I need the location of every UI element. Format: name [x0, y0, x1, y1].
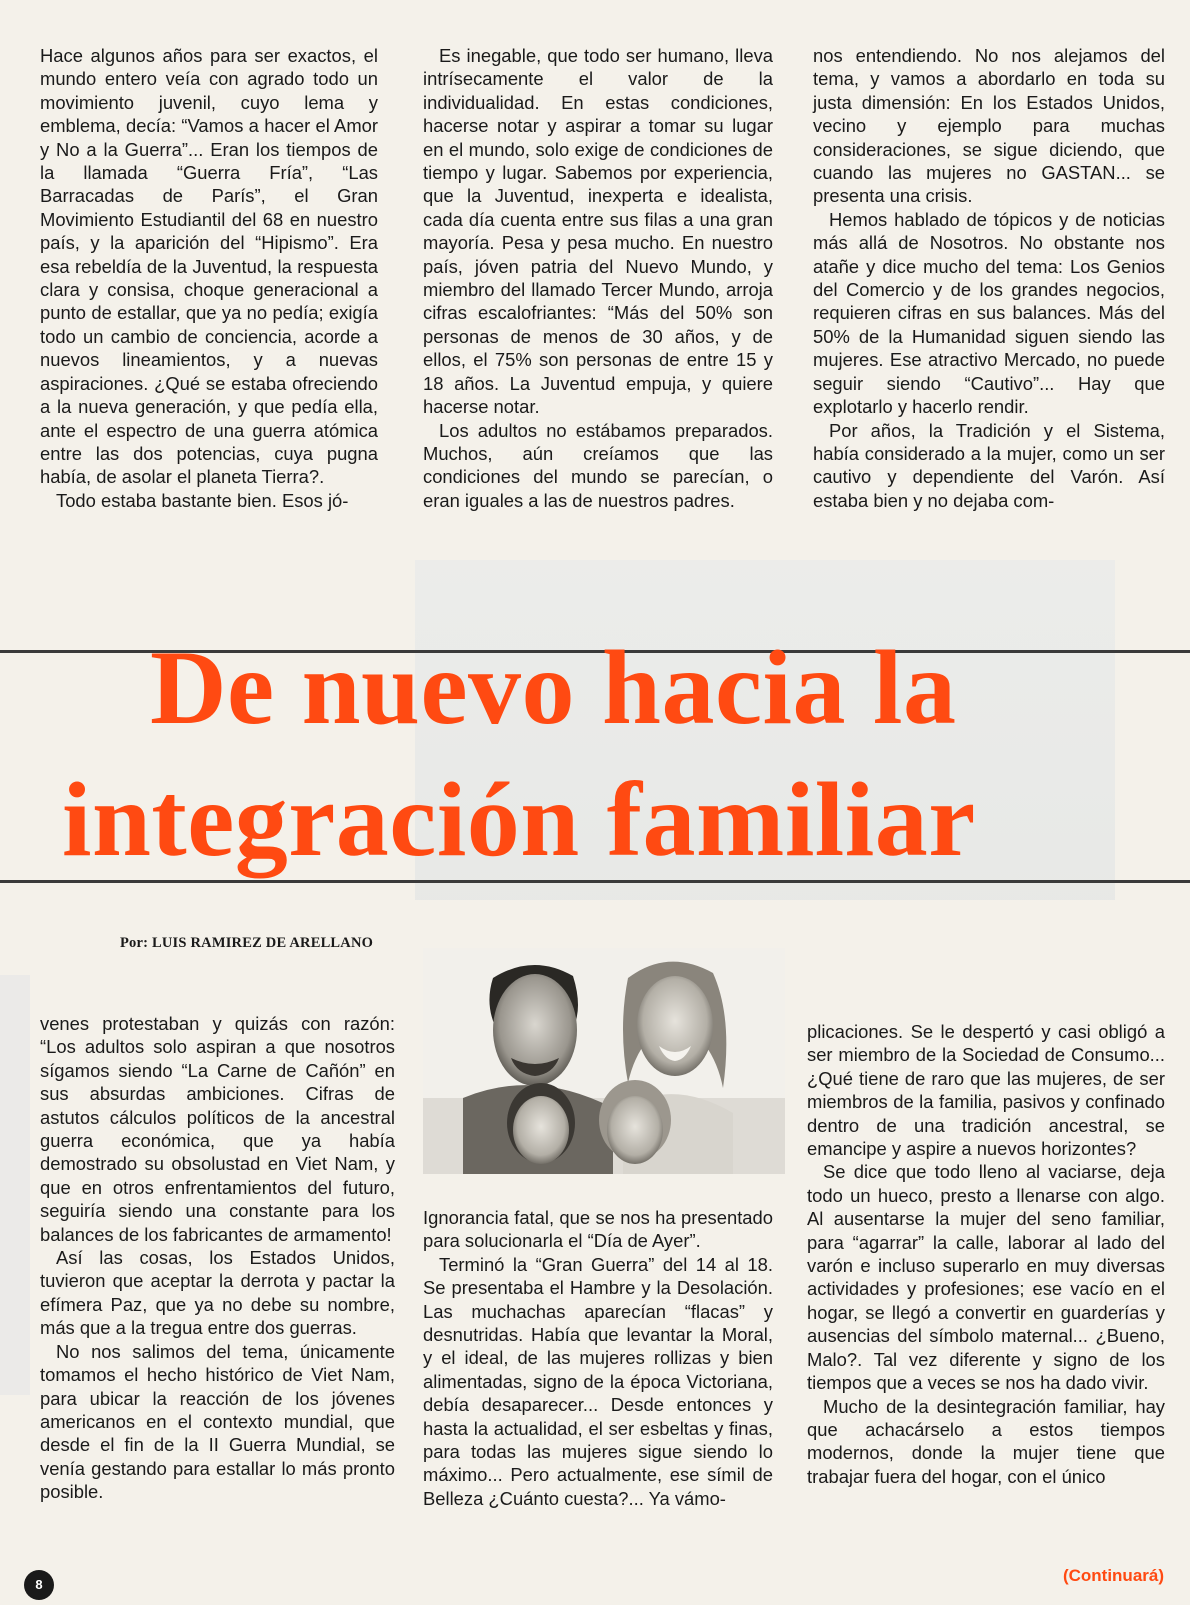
paragraph: Terminó la “Gran Guerra” del 14 al 18. Se presentaba el Hambre y la Desolación. Las muchachas aparecían “flacas” y desnutridas. Había que levantar la Moral, y el ideal, de las mujeres rollizas y bien alimentadas, signo de la época Victoriana, debía desaparecer... Desde entonces y hasta la actualidad, el ser esbeltas y finas, para todas las mujeres sigue siendo lo máximo... Pero actualmente, ese símil de Belleza ¿Cuánto cuesta?... Ya vámo-: [423, 1253, 773, 1509]
continued-label: (Continuará): [1062, 1566, 1164, 1585]
family-photo: [423, 948, 785, 1174]
paragraph: Todo estaba bastante bien. Esos jó-: [56, 489, 349, 511]
paragraph: Hemos hablado de tópicos y de noticias más allá de Nosotros. No obstante nos atañe y dice mucho del tema: Los Genios del Comercio y de los grandes negocios, requieren cifras en sus balances. Más del 50% de la Humanidad siguen siendo las mujeres. Ese atractivo Mercado, no puede seguir siendo “Cautivo”... Hay que explotarlo y hacerlo rendir.: [813, 208, 1165, 418]
article-column-4: [40, 1012, 395, 1504]
article-column-3: [813, 44, 1165, 512]
headline-rule-bottom: [0, 880, 1190, 883]
paragraph: Se dice que todo lleno al vaciarse, deja todo un hueco, presto a llenarse con algo. Al ausentarse la mujer del seno familiar, para “agarrar” la calle, laborar al lado del varón e incluso superarlo en muy diversas actividades y profesiones; ese vacío en el hogar, se llegó a convertir en guarderías y ausencias del símbolo maternal... ¿Bueno, Malo?. Tal vez diferente y signo de los tiempos que a veces se nos ha dado vivir.: [807, 1161, 1165, 1394]
article-column-1: [40, 44, 378, 512]
paragraph: venes protestaban y quizás con razón: “Los adultos solo aspiran a que nosotros sígamos siendo “La Carne de Cañón” en sus absurdas ambiciones. Cifras de astutos cálculos políticos de la ancestral guerra económica, que ya había demostrado su obsolustad en Viet Nam, y que en otros enfrentamientos del futuro, seguiría siendo una constante para los balances de los fabricantes de armamento!: [40, 1013, 395, 1245]
article-column-2: [423, 44, 773, 512]
headline-line-2: integración familiar: [62, 761, 976, 878]
paragraph: Hace algunos años para ser exactos, el mundo entero veía con agrado todo un movimiento juvenil, cuyo lema y emblema, decía: “Vamos a hacer el Amor y No a la Guerra”... Eran los tiempos de la llamada “Guerra Fría”, “Las Barracadas de París”, el Gran Movimiento Estudiantil del 68 en nuestro país, y la aparición del “Hipismo”. Era esa rebeldía de la Juventud, la respuesta clara y consisa, choque generacional a punto de estallar, que ya no pedía; exigía todo un cambio de conciencia, acorde a nuevos lineamientos, y a nuevas aspiraciones. ¿Qué se estaba ofreciendo a la nueva generación, y que pedía ella, ante el espectro de una guerra atómica entre las dos potencias, cuya pugna había, de asolar el planeta Tierra?.: [40, 45, 378, 488]
byline: Por: LUIS RAMIREZ DE ARELLANO: [120, 935, 374, 951]
article-column-5: [423, 1206, 773, 1510]
paragraph: Ignorancia fatal, que se nos ha presentado para solucionarla el “Día de Ayer”.: [423, 1207, 773, 1252]
paragraph: Es inegable, que todo ser humano, lleva intrísecamente el valor de la individualidad. En estas condiciones, hacerse notar y aspirar a tomar su lugar en el mundo, solo exige de condiciones de tiempo y lugar. Sabemos por experiencia, que la Juventud, inexperta e idealista, cada día cuenta entre sus filas a una gran mayoría. Pesa y pesa mucho. En nuestro país, jóven patria del Nuevo Mundo, y miembro del llamado Tercer Mundo, arroja cifras escalofriantes: “Más del 50% son personas de menos de 30 años, y de ellos, el 75% son personas de entre 15 y 18 años. La Juventud empuja, y quiere hacerse notar.: [423, 45, 773, 418]
paragraph: Mucho de la desintegración familiar, hay que achacárselo a estos tiempos modernos, donde la mujer tiene que trabajar fuera del hogar, con el único: [807, 1395, 1165, 1487]
paragraph: No nos salimos del tema, únicamente tomamos el hecho histórico de Viet Nam, para ubicar la reacción de los jóvenes americanos en el contexto mundial, que desde el fin de la II Guerra Mundial, se venía gestando para estallar lo más pronto posible.: [40, 1340, 395, 1503]
paragraph: nos entendiendo. No nos alejamos del tema, y vamos a abordarlo en toda su justa dimensión: En los Estados Unidos, vecino y ejemplo para muchas consideraciones, se sigue diciendo, que cuando las mujeres no GASTAN... se presenta una crisis.: [813, 45, 1165, 207]
headline-line-1: De nuevo hacia la: [150, 629, 957, 746]
family-photo-image: [423, 948, 785, 1174]
paragraph: plicaciones. Se le despertó y casi obligó a ser miembro de la Sociedad de Consumo... ¿Qué tiene de raro que las mujeres, de ser miembros de la familia, pasivos y confinado dentro de una tradición ancestral, se emancipe y aspire a nuevos horizontes?: [807, 1021, 1165, 1160]
article-column-6: [807, 1020, 1165, 1488]
paragraph: Los adultos no estábamos preparados. Muchos, aún creíamos que las condiciones del mundo se parecían, o eran iguales a las de nuestros padres.: [423, 419, 773, 511]
paragraph: Por años, la Tradición y el Sistema, había considerado a la mujer, como un ser cautivo y dependiente del Varón. Así estaba bien y no dejaba com-: [813, 419, 1165, 511]
background-print-through-left: [0, 975, 30, 1395]
page-number: 8: [24, 1570, 54, 1600]
paragraph: Así las cosas, los Estados Unidos, tuvieron que aceptar la derrota y pactar la efímera Paz, que ya no debe su nombre, más que a la tregua entre dos guerras.: [40, 1247, 395, 1339]
